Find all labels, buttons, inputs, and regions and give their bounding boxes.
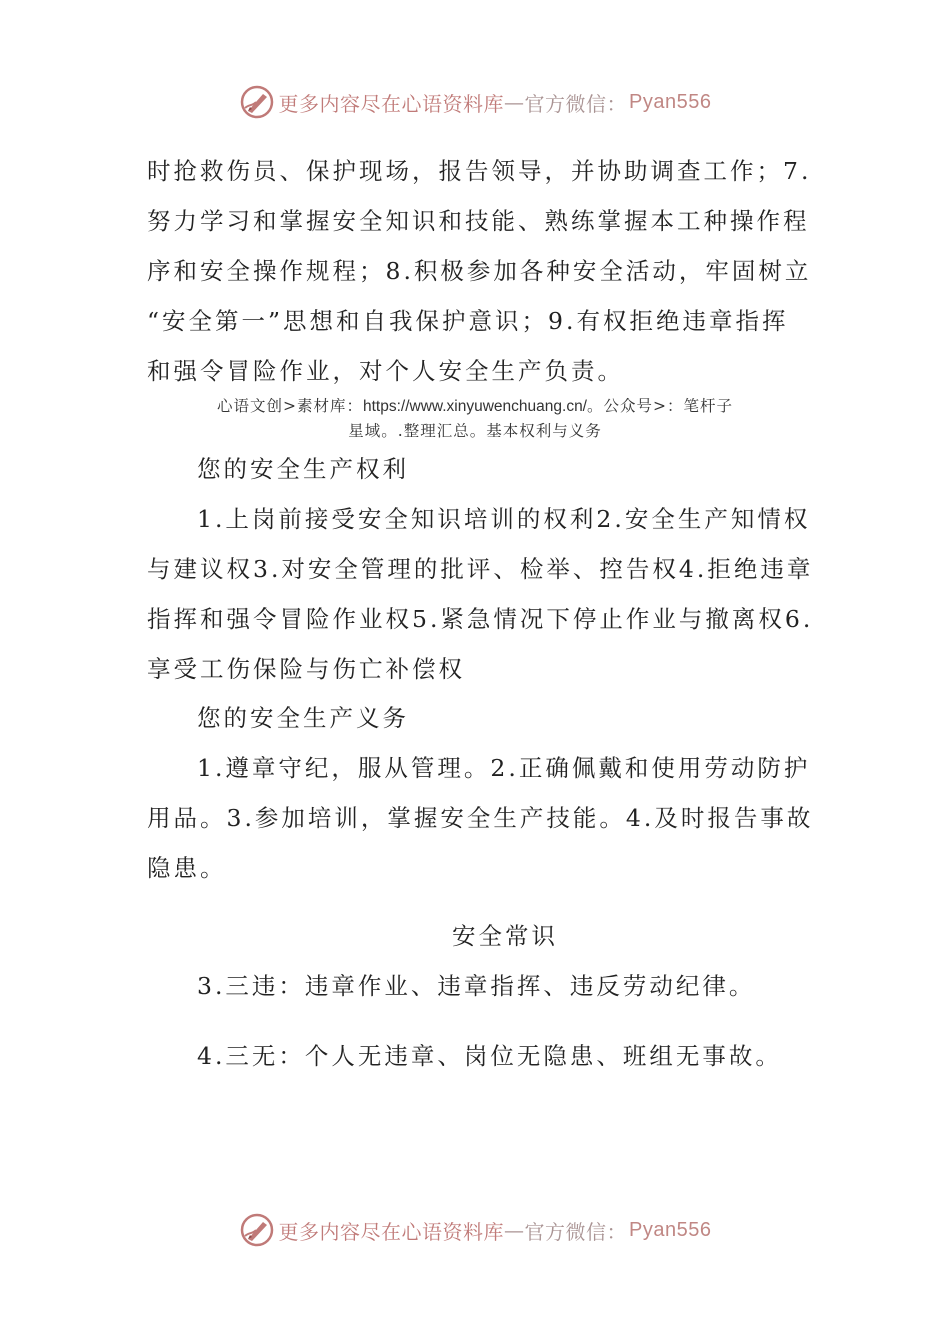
banner-dash: — bbox=[504, 90, 525, 114]
banner-wechat-label: 官方微信： bbox=[524, 91, 628, 116]
source-note-line-2: 星域。.整理汇总。基本权利与义务 bbox=[348, 422, 602, 440]
duties-line: 隐患。 bbox=[147, 854, 227, 882]
pen-logo-icon bbox=[239, 1212, 275, 1248]
knowledge-item-3: 3.三违：违章作业、违章指挥、违反劳动纪律。 bbox=[197, 972, 756, 1000]
rights-line: 享受工伤保险与伤亡补偿权 bbox=[147, 655, 465, 683]
intro-paragraph bbox=[147, 146, 812, 396]
intro-line: 和强令冒险作业，对个人安全生产负责。 bbox=[147, 357, 624, 385]
source-suffix: 。公众号>：笔杆子 bbox=[587, 397, 733, 415]
footer-banner bbox=[0, 1210, 950, 1250]
intro-line: 努力学习和掌握安全知识和技能、熟练掌握本工种操作程 bbox=[147, 207, 810, 235]
banner-dash: — bbox=[504, 1218, 525, 1242]
knowledge-title: 安全常识 bbox=[452, 922, 558, 950]
banner-title: 更多内容尽在心语资料库 bbox=[278, 1219, 505, 1244]
intro-line: “安全第一”思想和自我保护意识；9.有权拒绝违章指挥 bbox=[147, 307, 789, 335]
banner-text bbox=[279, 88, 712, 117]
intro-line: 序和安全操作规程；8.积极参加各种安全活动，牢固树立 bbox=[147, 257, 812, 285]
intro-line: 时抢救伤员、保护现场，报告领导，并协助调查工作；7. bbox=[147, 157, 812, 185]
banner-wechat-id: Pyan556 bbox=[629, 90, 712, 113]
duties-line: 用品。3.参加培训，掌握安全生产技能。4.及时报告事故 bbox=[147, 804, 814, 832]
rights-paragraph bbox=[147, 494, 814, 694]
header-banner bbox=[0, 82, 950, 122]
source-url: https://www.xinyuwenchuang.cn/ bbox=[362, 398, 587, 415]
banner-text bbox=[279, 1216, 712, 1245]
source-prefix: 心语文创>素材库： bbox=[216, 397, 363, 415]
banner-title: 更多内容尽在心语资料库 bbox=[278, 91, 505, 116]
rights-line: 1.上岗前接受安全知识培训的权利2.安全生产知情权 bbox=[197, 505, 811, 533]
rights-title: 您的安全生产权利 bbox=[197, 455, 409, 483]
knowledge-item-4: 4.三无：个人无违章、岗位无隐患、班组无事故。 bbox=[197, 1042, 782, 1070]
duties-title: 您的安全生产义务 bbox=[197, 704, 409, 732]
duties-paragraph bbox=[147, 743, 814, 893]
duties-line: 1.遵章守纪，服从管理。2.正确佩戴和使用劳动防护 bbox=[197, 754, 811, 782]
banner-wechat-id: Pyan556 bbox=[629, 1218, 712, 1241]
pen-logo-icon bbox=[239, 84, 275, 120]
source-note bbox=[150, 394, 800, 443]
rights-line: 指挥和强令冒险作业权5.紧急情况下停止作业与撤离权6. bbox=[147, 605, 814, 633]
banner-wechat-label: 官方微信： bbox=[524, 1219, 628, 1244]
rights-line: 与建议权3.对安全管理的批评、检举、控告权4.拒绝违章 bbox=[147, 555, 814, 583]
source-note-line-1 bbox=[150, 394, 800, 419]
